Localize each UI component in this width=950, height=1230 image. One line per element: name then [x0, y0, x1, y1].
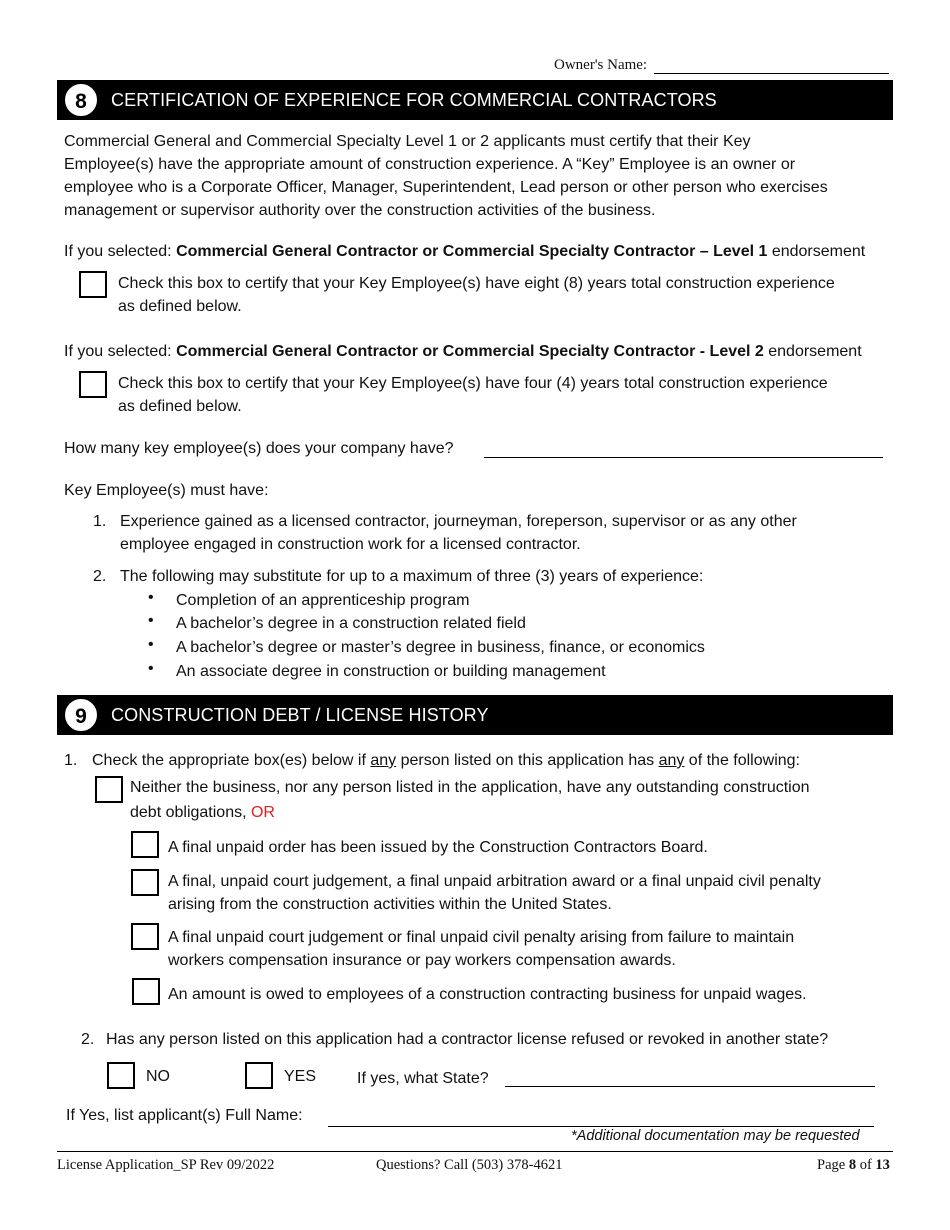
state-label: If yes, what State? [357, 1070, 489, 1087]
level1-check-text: Check this box to certify that your Key Employee(s) have eight (8) years total construction experience [118, 275, 835, 292]
option-text: A final unpaid order has been issued by the Construction Contractors Board. [168, 839, 708, 856]
bullet-dot: • [148, 589, 154, 606]
no-checkbox[interactable] [107, 1062, 135, 1089]
question-1-text: Check the appropriate box(es) below if any person listed on this application has any of the following: [92, 752, 800, 769]
requirement-text: The following may substitute for up to a maximum of three (3) years of experience: [120, 568, 704, 585]
or-label: OR [250, 804, 275, 821]
level1-checkbox[interactable] [79, 271, 107, 298]
owner-name-label: Owner's Name: [554, 57, 648, 73]
bullet-item: Completion of an apprenticeship program [176, 592, 470, 609]
intro-text: Employee(s) have the appropriate amount of construction experience. A “Key” Employee is an owner or [64, 156, 796, 173]
bullet-dot: • [148, 660, 154, 677]
question-number: 1. [64, 752, 78, 769]
requirement-number: 1. [93, 513, 107, 530]
level2-check-text: as defined below. [118, 398, 242, 415]
option-text: An amount is owed to employees of a construction contracting business for unpaid wages. [168, 986, 807, 1003]
yes-label: YES [284, 1068, 317, 1085]
section-number-badge: 9 [63, 697, 99, 733]
footer-divider [57, 1151, 893, 1152]
unpaid-order-checkbox[interactable] [131, 831, 159, 858]
level1-label: If you selected: Commercial General Contractor or Commercial Specialty Contractor – Level 1 endorsement [64, 243, 866, 260]
level2-check-text: Check this box to certify that your Key Employee(s) have four (4) years total construction experience [118, 375, 828, 392]
footer-phone: Questions? Call (503) 378-4621 [376, 1157, 563, 1173]
state-field[interactable] [505, 1068, 875, 1087]
requirement-number: 2. [93, 568, 107, 585]
bullet-item: A bachelor’s degree in a construction related field [176, 615, 526, 632]
section-8-header [57, 80, 893, 120]
section-number-badge: 8 [63, 82, 99, 118]
neither-text: Neither the business, nor any person listed in the application, have any outstanding construction [130, 779, 810, 796]
how-many-label: How many key employee(s) does your company have? [64, 440, 454, 457]
fullname-field[interactable] [328, 1104, 874, 1127]
level2-label: If you selected: Commercial General Contractor or Commercial Specialty Contractor - Level 2 endorsement [64, 343, 862, 360]
unpaid-wages-checkbox[interactable] [132, 978, 160, 1005]
level1-check-text: as defined below. [118, 298, 242, 315]
neither-checkbox[interactable] [95, 776, 123, 803]
must-have-label: Key Employee(s) must have: [64, 482, 269, 499]
question-2-text: Has any person listed on this application had a contractor license refused or revoked in another state? [106, 1031, 829, 1048]
requirement-text: employee engaged in construction work for a licensed contractor. [120, 536, 581, 553]
option-text: A final unpaid court judgement or final unpaid civil penalty arising from failure to maintain [168, 929, 795, 946]
court-judgement-checkbox[interactable] [131, 869, 159, 896]
how-many-field[interactable] [484, 438, 883, 458]
option-text: arising from the construction activities within the United States. [168, 896, 612, 913]
workers-comp-checkbox[interactable] [131, 923, 159, 950]
footer-revision: License Application_SP Rev 09/2022 [57, 1157, 275, 1173]
option-text: A final, unpaid court judgement, a final unpaid arbitration award or a final unpaid civil penalty [168, 873, 821, 890]
section-9-header [57, 695, 893, 735]
no-label: NO [146, 1068, 170, 1085]
bullet-dot: • [148, 636, 154, 653]
bullet-item: A bachelor’s degree or master’s degree in business, finance, or economics [176, 639, 705, 656]
intro-text: employee who is a Corporate Officer, Manager, Superintendent, Lead person or other person who exercises [64, 179, 828, 196]
intro-text: Commercial General and Commercial Specialty Level 1 or 2 applicants must certify that their Key [64, 133, 751, 150]
section-title: CONSTRUCTION DEBT / LICENSE HISTORY [111, 705, 489, 725]
option-text: workers compensation insurance or pay workers compensation awards. [168, 952, 676, 969]
fullname-label: If Yes, list applicant(s) Full Name: [66, 1107, 303, 1124]
question-number: 2. [81, 1031, 95, 1048]
footer-page-number: Page 8 of 13 [817, 1157, 890, 1173]
section-title: CERTIFICATION OF EXPERIENCE FOR COMMERCIAL CONTRACTORS [111, 90, 717, 110]
yes-checkbox[interactable] [245, 1062, 273, 1089]
bullet-item: An associate degree in construction or building management [176, 663, 606, 680]
level2-checkbox[interactable] [79, 371, 107, 398]
neither-text: debt obligations, OR [130, 804, 275, 821]
requirement-text: Experience gained as a licensed contractor, journeyman, foreperson, supervisor or as any other [120, 513, 797, 530]
additional-doc-note: *Additional documentation may be requested [571, 1128, 860, 1144]
bullet-dot: • [148, 612, 154, 629]
owner-name-field[interactable] [654, 56, 889, 74]
intro-text: management or supervisor authority over the construction activities of the business. [64, 202, 656, 219]
